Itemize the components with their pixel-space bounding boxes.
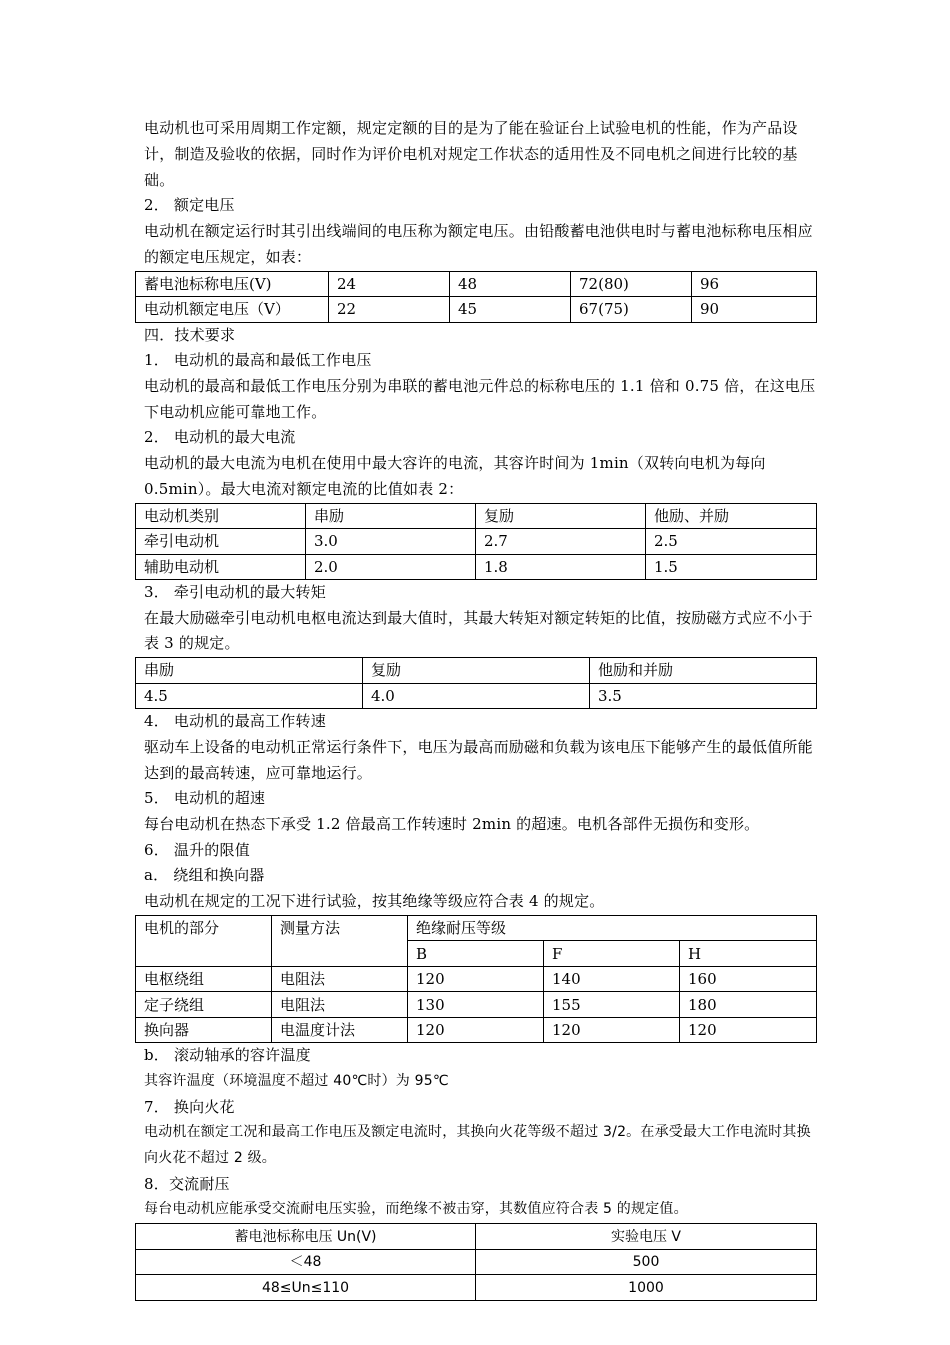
paragraph: 电动机在额定工况和最高工作电压及额定电流时，其换向火花等级不超过 3/2。在承受最大工作电流时其换向火花不超过 2 级。 (144, 1124, 811, 1167)
table-cell: ＜48 (136, 1249, 476, 1275)
section-heading: 4． 电动机的最高工作转速 (144, 712, 326, 731)
section-heading: 3． 牵引电动机的最大转矩 (144, 583, 326, 602)
table-cell: 3.0 (306, 529, 476, 555)
section-heading: 6． 温升的限值 (144, 840, 250, 859)
table-header-cell: 复励 (476, 503, 646, 529)
section-heading: 四．技术要求 (144, 325, 236, 344)
rated-voltage-table (135, 271, 817, 323)
paragraph: 电动机的最高和最低工作电压分别为串联的蓄电池元件总的标称电压的 1.1 倍和 0.75 倍，在这电压下电动机应能可靠地工作。 (144, 376, 816, 421)
table-cell: 24 (329, 271, 450, 297)
table-cell: 155 (544, 992, 680, 1018)
table-cell: 48 (450, 271, 571, 297)
table-row (136, 1017, 817, 1043)
paragraph: 电动机也可采用周期工作定额，规定定额的目的是为了能在验证台上试验电机的性能，作为产品设计，制造及验收的依据，同时作为评价电机对规定工作状态的适用性及不同电机之间进行比较的基础。 (144, 119, 798, 189)
table-header-cell: 测量方法 (272, 915, 408, 966)
paragraph: 电动机在规定的工况下进行试验，按其绝缘等级应符合表 4 的规定。 (144, 892, 605, 910)
section-heading: 2． 电动机的最大电流 (144, 428, 296, 447)
table-cell: 2.0 (306, 554, 476, 580)
table-cell: 4.5 (136, 683, 363, 709)
table-cell: 130 (408, 992, 544, 1018)
table-cell: 换向器 (136, 1017, 272, 1043)
table-header-cell: 他励和并励 (590, 658, 817, 684)
max-current-table (135, 503, 817, 581)
table-header-cell: 电机的部分 (136, 915, 272, 966)
temperature-rise-table (135, 915, 817, 1044)
table-header-cell: 实验电压 V (476, 1224, 817, 1250)
table-cell: 120 (544, 1017, 680, 1043)
paragraph: 每台电动机在热态下承受 1.2 倍最高工作转速时 2min 的超速。电机各部件无损伤和变形。 (144, 815, 760, 834)
table-cell: 1.5 (646, 554, 817, 580)
table-cell: 96 (692, 271, 817, 297)
paragraph: 电动机在额定运行时其引出线端间的电压称为额定电压。由铅酸蓄电池供电时与蓄电池标称电压相应的额定电压规定，如表： (144, 221, 813, 266)
table-cell: 2.7 (476, 529, 646, 555)
table-cell: 定子绕组 (136, 992, 272, 1018)
table-header-cell: H (680, 941, 817, 967)
section-heading: 2． 额定电压 (144, 196, 235, 215)
table-cell: 120 (408, 1017, 544, 1043)
table-cell: 电动机额定电压（V） (136, 297, 329, 323)
table-header-row (136, 503, 817, 529)
document-page (144, 116, 816, 1301)
section-heading: b． 滚动轴承的容许温度 (144, 1046, 311, 1065)
table-header-cell: 串励 (306, 503, 476, 529)
table-cell: 3.5 (590, 683, 817, 709)
table-row (136, 1275, 817, 1301)
table-cell: 电阻法 (272, 992, 408, 1018)
section-heading: 1． 电动机的最高和最低工作电压 (144, 351, 372, 370)
table-header-cell: 串励 (136, 658, 363, 684)
table-cell: 电阻法 (272, 966, 408, 992)
table-row (136, 992, 817, 1018)
table-row (136, 683, 817, 709)
table-header-cell: 他励、并励 (646, 503, 817, 529)
paragraph: 每台电动机应能承受交流耐电压实验，而绝缘不被击穿，其数值应符合表 5 的规定值。 (144, 1201, 688, 1218)
section-heading: 7． 换向火花 (144, 1097, 235, 1116)
table-row (136, 297, 817, 323)
table-cell: 160 (680, 966, 817, 992)
max-torque-table (135, 657, 817, 709)
table-cell: 180 (680, 992, 817, 1018)
paragraph: 驱动车上设备的电动机正常运行条件下，电压为最高而励磁和负载为该电压下能够产生的最低值所能达到的最高转速，应可靠地运行。 (144, 737, 813, 782)
table-header-row (136, 915, 817, 941)
table-cell: 48≤Un≤110 (136, 1275, 476, 1301)
section-heading: 8．交流耐压 (144, 1174, 230, 1193)
table-row (136, 529, 817, 555)
table-header-cell: F (544, 941, 680, 967)
table-cell: 1.8 (476, 554, 646, 580)
table-cell: 牵引电动机 (136, 529, 306, 555)
table-header-row (136, 1224, 817, 1250)
table-cell: 140 (544, 966, 680, 992)
table-cell: 电温度计法 (272, 1017, 408, 1043)
withstand-voltage-table (135, 1223, 817, 1301)
table-cell: 辅助电动机 (136, 554, 306, 580)
table-header-cell: 电动机类别 (136, 503, 306, 529)
section-heading: 5． 电动机的超速 (144, 789, 266, 808)
paragraph: 在最大励磁牵引电动机电枢电流达到最大值时，其最大转矩对额定转矩的比值，按励磁方式应不小于表 3 的规定。 (144, 608, 813, 653)
table-cell: 电枢绕组 (136, 966, 272, 992)
table-cell: 67(75) (571, 297, 692, 323)
table-cell: 120 (408, 966, 544, 992)
table-header-cell: 蓄电池标称电压 Un(V) (136, 1224, 476, 1250)
table-header-cell: 复励 (363, 658, 590, 684)
table-row (136, 554, 817, 580)
paragraph: 其容许温度（环境温度不超过 40℃时）为 95℃ (144, 1072, 449, 1089)
table-cell: 45 (450, 297, 571, 323)
table-cell: 蓄电池标称电压(V) (136, 271, 329, 297)
table-cell: 500 (476, 1249, 817, 1275)
table-cell: 1000 (476, 1275, 817, 1301)
table-cell: 22 (329, 297, 450, 323)
table-cell: 120 (680, 1017, 817, 1043)
table-cell: 4.0 (363, 683, 590, 709)
table-row (136, 966, 817, 992)
table-row (136, 1249, 817, 1275)
table-cell: 2.5 (646, 529, 817, 555)
table-header-cell: 绝缘耐压等级 (408, 915, 817, 941)
paragraph: 电动机的最大电流为电机在使用中最大容许的电流，其容许时间为 1min（双转向电机为每向 0.5min）。最大电流对额定电流的比值如表 2： (144, 453, 766, 498)
section-heading: a． 绕组和换向器 (144, 866, 265, 885)
table-row (136, 271, 817, 297)
table-cell: 72(80) (571, 271, 692, 297)
table-header-row (136, 658, 817, 684)
table-cell: 90 (692, 297, 817, 323)
table-header-cell: B (408, 941, 544, 967)
